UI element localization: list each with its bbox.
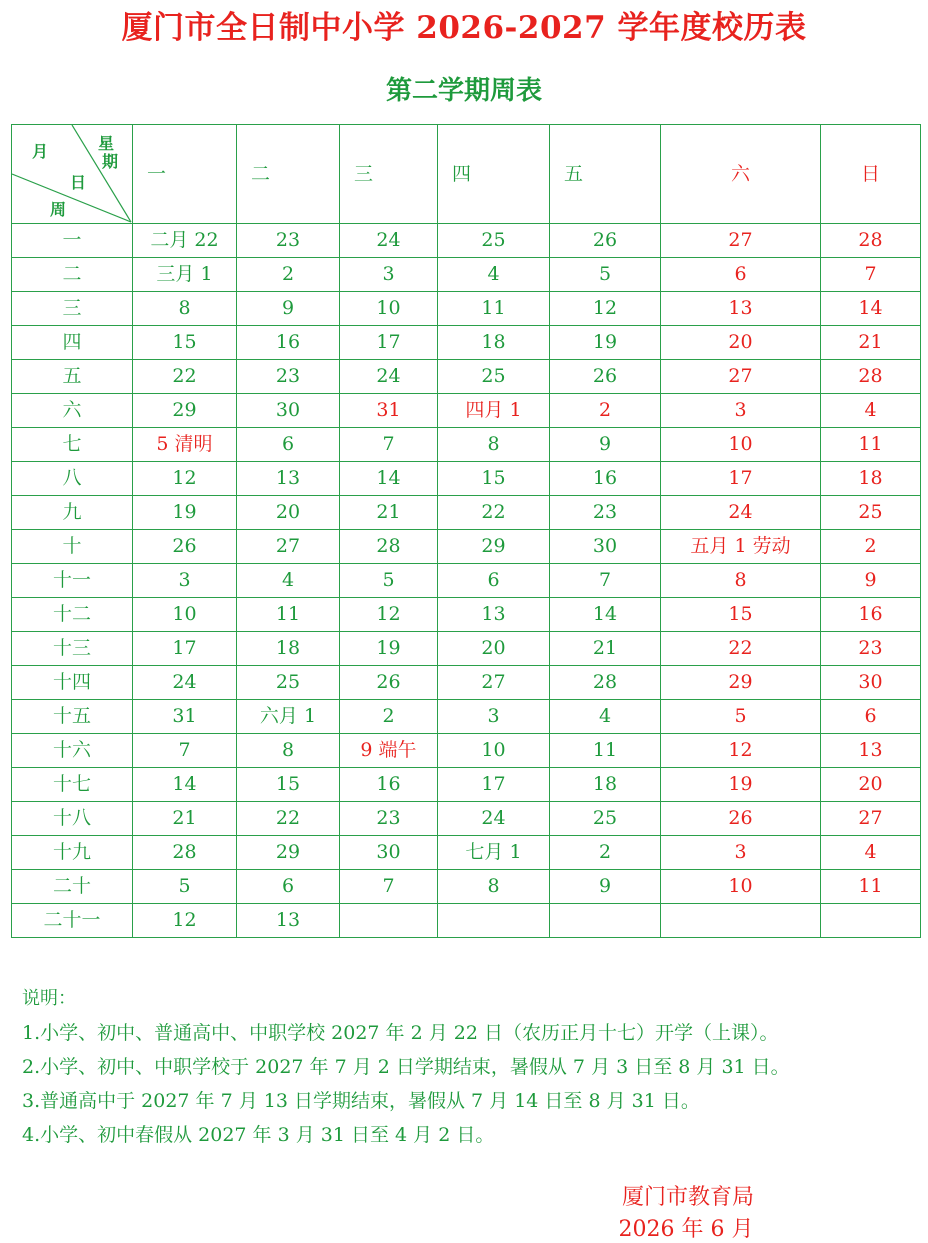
signature-org: 厦门市教育局 [621,1185,754,1210]
note-item: 1.小学、初中、普通高中、中职学校 2027 年 2 月 22 日（农历正月十七）开学（上课）。 [22,1022,779,1044]
day-cell: 20 [237,496,340,530]
day-cell: 2 [550,836,661,870]
day-cell: 9 [550,428,661,462]
day-cell: 18 [550,768,661,802]
weekday-header-mon: 一 [133,125,237,224]
note-item: 4.小学、初中春假从 2027 年 3 月 31 日至 4 月 2 日。 [22,1124,495,1146]
day-cell: 11 [821,870,921,904]
day-cell: 3 [661,394,821,428]
day-cell: 28 [550,666,661,700]
week-row [12,292,921,326]
calendar-table-container [11,124,921,938]
note-item: 2.小学、初中、中职学校于 2027 年 7 月 2 日学期结束，暑假从 7 月 3 日至 8 月 31 日。 [22,1056,790,1078]
day-cell: 27 [821,802,921,836]
day-cell: 20 [438,632,550,666]
day-cell: 8 [133,292,237,326]
day-cell: 五月 1 劳动 [661,530,821,564]
week-label: 十五 [12,700,133,734]
day-cell: 5 [340,564,438,598]
day-cell: 8 [438,870,550,904]
day-cell: 5 [661,700,821,734]
week-label: 十二 [12,598,133,632]
day-cell: 17 [340,326,438,360]
day-cell: 26 [133,530,237,564]
week-row [12,496,921,530]
day-cell: 28 [821,224,921,258]
day-cell: 27 [661,360,821,394]
day-cell: 3 [438,700,550,734]
day-cell: 15 [133,326,237,360]
week-label: 十八 [12,802,133,836]
week-row [12,462,921,496]
day-cell: 27 [237,530,340,564]
week-row [12,666,921,700]
week-label: 十四 [12,666,133,700]
week-row [12,326,921,360]
day-cell: 七月 1 [438,836,550,870]
day-cell: 20 [661,326,821,360]
week-row [12,360,921,394]
day-cell: 23 [237,224,340,258]
day-cell: 六月 1 [237,700,340,734]
day-cell: 17 [133,632,237,666]
weekday-header-wed: 三 [340,125,438,224]
week-row [12,904,921,938]
day-cell: 11 [821,428,921,462]
week-label: 八 [12,462,133,496]
day-cell: 31 [340,394,438,428]
day-cell: 17 [661,462,821,496]
week-row [12,632,921,666]
day-cell: 二月 22 [133,224,237,258]
corner-weekday-label-1: 星 [98,134,115,153]
day-cell: 4 [438,258,550,292]
week-label: 二 [12,258,133,292]
day-cell [340,904,438,938]
day-cell: 2 [821,530,921,564]
day-cell: 10 [340,292,438,326]
corner-month-label: 月 [32,142,49,161]
day-cell: 23 [237,360,340,394]
day-cell: 24 [438,802,550,836]
weekday-header-tue: 二 [237,125,340,224]
corner-cell [12,125,133,224]
day-cell: 30 [821,666,921,700]
week-row [12,530,921,564]
day-cell: 25 [438,360,550,394]
day-cell: 9 [550,870,661,904]
day-cell: 6 [661,258,821,292]
day-cell: 12 [661,734,821,768]
week-row [12,734,921,768]
day-cell: 6 [237,428,340,462]
week-row [12,394,921,428]
day-cell: 15 [661,598,821,632]
week-label: 十九 [12,836,133,870]
day-cell: 13 [237,462,340,496]
day-cell: 21 [133,802,237,836]
day-cell: 30 [237,394,340,428]
day-cell: 16 [237,326,340,360]
day-cell: 8 [438,428,550,462]
day-cell: 23 [340,802,438,836]
day-cell: 5 [550,258,661,292]
week-row [12,224,921,258]
day-cell: 30 [550,530,661,564]
weekday-header-thu: 四 [438,125,550,224]
day-cell: 31 [133,700,237,734]
day-cell: 24 [340,224,438,258]
corner-week-label: 周 [50,200,67,219]
day-cell: 8 [237,734,340,768]
day-cell: 14 [550,598,661,632]
day-cell: 10 [661,428,821,462]
day-cell: 15 [438,462,550,496]
week-label: 五 [12,360,133,394]
notes-heading: 说明： [22,988,76,1009]
day-cell: 18 [438,326,550,360]
corner-weekday-label-2: 期 [102,152,119,171]
week-row [12,598,921,632]
weekday-header-fri: 五 [550,125,661,224]
day-cell: 29 [661,666,821,700]
day-cell: 2 [237,258,340,292]
day-cell: 13 [438,598,550,632]
day-cell: 7 [340,428,438,462]
week-row [12,870,921,904]
day-cell: 23 [821,632,921,666]
day-cell: 2 [340,700,438,734]
day-cell: 4 [550,700,661,734]
day-cell: 13 [661,292,821,326]
signature-date: 2026 年 6 月 [618,1217,754,1242]
day-cell: 30 [340,836,438,870]
week-row [12,768,921,802]
day-cell: 11 [550,734,661,768]
day-cell: 13 [237,904,340,938]
day-cell: 7 [821,258,921,292]
corner-day-label: 日 [70,173,87,192]
day-cell: 24 [133,666,237,700]
day-cell: 16 [340,768,438,802]
day-cell: 19 [340,632,438,666]
day-cell: 12 [340,598,438,632]
day-cell: 29 [438,530,550,564]
day-cell: 14 [340,462,438,496]
day-cell: 11 [237,598,340,632]
day-cell: 26 [550,224,661,258]
day-cell: 26 [340,666,438,700]
day-cell: 21 [821,326,921,360]
day-cell: 3 [133,564,237,598]
day-cell: 22 [133,360,237,394]
day-cell: 9 端午 [340,734,438,768]
day-cell: 19 [133,496,237,530]
day-cell: 27 [661,224,821,258]
day-cell: 2 [550,394,661,428]
day-cell: 24 [661,496,821,530]
day-cell: 22 [237,802,340,836]
calendar-table [11,124,921,938]
day-cell: 11 [438,292,550,326]
day-cell: 28 [340,530,438,564]
day-cell: 7 [340,870,438,904]
day-cell: 18 [237,632,340,666]
day-cell: 22 [661,632,821,666]
day-cell: 12 [133,904,237,938]
week-row [12,802,921,836]
day-cell: 三月 1 [133,258,237,292]
day-cell: 14 [821,292,921,326]
week-row [12,700,921,734]
page-title: 厦门市全日制中小学 2026-2027 学年度校历表 [121,10,807,46]
day-cell: 29 [133,394,237,428]
day-cell: 10 [661,870,821,904]
day-cell: 19 [550,326,661,360]
week-label: 四 [12,326,133,360]
day-cell: 18 [821,462,921,496]
calendar-header-row [12,125,921,224]
day-cell: 24 [340,360,438,394]
day-cell: 13 [821,734,921,768]
day-cell: 15 [237,768,340,802]
day-cell: 7 [133,734,237,768]
day-cell: 6 [237,870,340,904]
week-row [12,836,921,870]
day-cell: 7 [550,564,661,598]
day-cell: 21 [550,632,661,666]
day-cell: 12 [133,462,237,496]
day-cell: 20 [821,768,921,802]
day-cell: 10 [133,598,237,632]
calendar-body [12,224,921,938]
weekday-header-sat: 六 [661,125,821,224]
week-label: 三 [12,292,133,326]
day-cell [821,904,921,938]
day-cell: 四月 1 [438,394,550,428]
day-cell: 4 [821,836,921,870]
week-label: 十三 [12,632,133,666]
day-cell: 16 [550,462,661,496]
day-cell: 8 [661,564,821,598]
day-cell: 9 [821,564,921,598]
week-label: 七 [12,428,133,462]
day-cell: 26 [661,802,821,836]
day-cell: 19 [661,768,821,802]
day-cell: 28 [821,360,921,394]
week-label: 十 [12,530,133,564]
day-cell: 25 [237,666,340,700]
day-cell: 23 [550,496,661,530]
week-label: 九 [12,496,133,530]
day-cell: 22 [438,496,550,530]
page-subtitle: 第二学期周表 [385,76,542,106]
notes-section [22,982,790,1152]
day-cell: 10 [438,734,550,768]
day-cell: 4 [821,394,921,428]
day-cell: 12 [550,292,661,326]
day-cell: 17 [438,768,550,802]
day-cell: 5 清明 [133,428,237,462]
weekday-header-sun: 日 [821,125,921,224]
week-label: 二十一 [12,904,133,938]
week-label: 二十 [12,870,133,904]
week-label: 六 [12,394,133,428]
day-cell: 25 [550,802,661,836]
day-cell [661,904,821,938]
day-cell: 14 [133,768,237,802]
day-cell: 16 [821,598,921,632]
week-label: 十六 [12,734,133,768]
day-cell: 3 [340,258,438,292]
week-row [12,258,921,292]
day-cell [438,904,550,938]
day-cell: 21 [340,496,438,530]
week-label: 一 [12,224,133,258]
week-row [12,428,921,462]
day-cell: 9 [237,292,340,326]
day-cell: 6 [438,564,550,598]
day-cell: 6 [821,700,921,734]
week-label: 十一 [12,564,133,598]
day-cell: 28 [133,836,237,870]
note-item: 3.普通高中于 2027 年 7 月 13 日学期结束，暑假从 7 月 14 日至 8 月 31 日。 [22,1090,700,1112]
week-label: 十七 [12,768,133,802]
day-cell: 29 [237,836,340,870]
day-cell: 4 [237,564,340,598]
day-cell: 25 [821,496,921,530]
day-cell: 25 [438,224,550,258]
day-cell: 26 [550,360,661,394]
day-cell: 5 [133,870,237,904]
day-cell: 27 [438,666,550,700]
week-row [12,564,921,598]
day-cell: 3 [661,836,821,870]
day-cell [550,904,661,938]
